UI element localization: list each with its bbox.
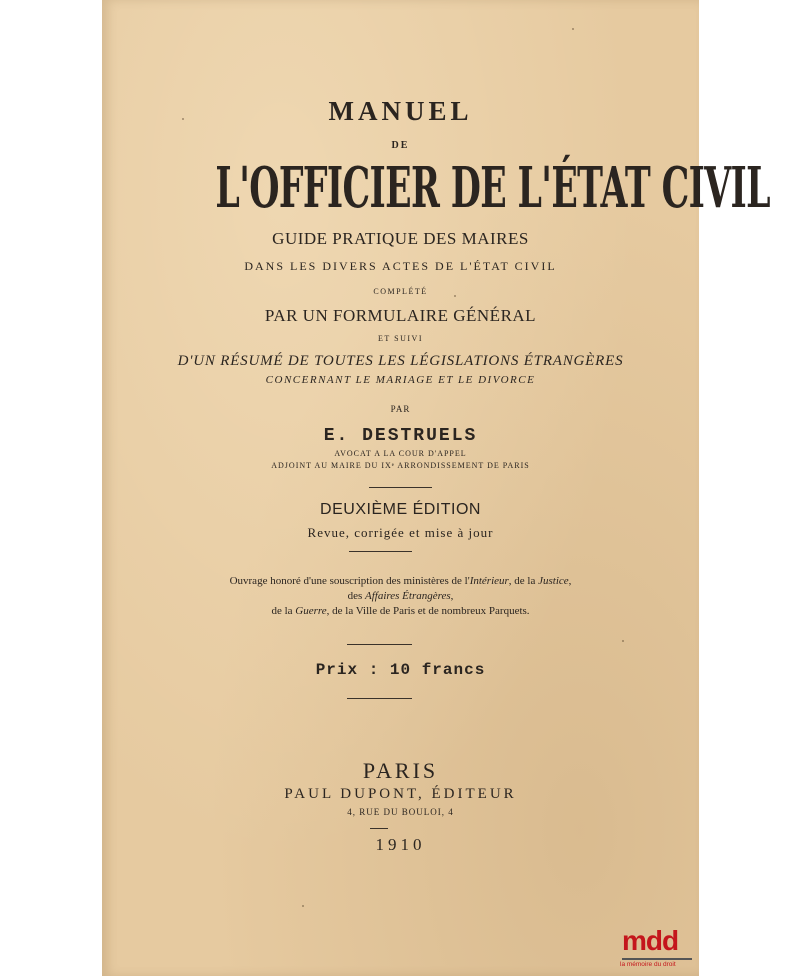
author-title-2: ADJOINT AU MAIRE DU IXᵉ ARRONDISSEMENT DE PARIS	[271, 461, 530, 470]
author-title-1: AVOCAT A LA COUR D'APPEL	[334, 449, 467, 458]
paper-speck	[454, 295, 456, 297]
paper-speck	[622, 640, 624, 642]
publisher-address: 4, RUE DU BOULOI, 4	[347, 807, 454, 817]
publication-year: 1910	[375, 835, 426, 854]
subtitle-dans: DANS LES DIVERS ACTES DE L'ÉTAT CIVIL	[244, 259, 557, 273]
ouvrage-line-2: des Affaires Étrangères,	[347, 590, 454, 602]
label-complete: COMPLÉTÉ	[373, 287, 428, 296]
ouvrage-line-3: de la Guerre, de la Ville de Paris et de nombreux Parquets.	[271, 605, 530, 617]
divider	[347, 698, 412, 699]
subtitle-concernant: CONCERNANT LE MARIAGE ET LE DIVORCE	[265, 374, 536, 386]
publisher-city: PARIS	[362, 758, 439, 783]
title-page	[102, 0, 770, 976]
divider	[370, 828, 388, 829]
divider	[349, 551, 412, 552]
ouvrage-line-1: Ouvrage honoré d'une souscription des ministères de l'Intérieur, de la Justice,	[229, 575, 572, 587]
edition-note: Revue, corrigée et mise à jour	[307, 525, 494, 540]
subtitle-resume: D'UN RÉSUMÉ DE TOUTES LES LÉGISLATIONS ÉTRANGÈRES	[177, 353, 624, 369]
subtitle-formulaire: PAR UN FORMULAIRE GÉNÉRAL	[264, 306, 537, 325]
heading-de: DE	[391, 140, 410, 151]
paper-speck	[182, 118, 184, 120]
main-title: L'OFFICIER DE L'ÉTAT CIVIL	[215, 155, 770, 221]
label-par: PAR	[390, 404, 411, 414]
subtitle-guide: GUIDE PRATIQUE DES MAIRES	[272, 229, 529, 248]
price-label: Prix : 10 francs	[315, 661, 486, 679]
logo-mark: mdd	[622, 925, 679, 956]
label-suivi: ET SUIVI	[378, 334, 423, 343]
divider	[347, 644, 412, 645]
publisher-name: PAUL DUPONT, ÉDITEUR	[284, 786, 517, 802]
divider	[369, 487, 432, 488]
logo-tagline: la mémoire du droit	[620, 961, 676, 968]
paper-speck	[302, 905, 304, 907]
edition-label: DEUXIÈME ÉDITION	[320, 501, 481, 518]
paper-speck	[572, 28, 574, 30]
author-name: E. DESTRUELS	[323, 426, 478, 446]
mdd-logo	[620, 925, 698, 973]
heading-manuel: MANUEL	[328, 96, 473, 126]
logo-bar	[622, 958, 692, 960]
